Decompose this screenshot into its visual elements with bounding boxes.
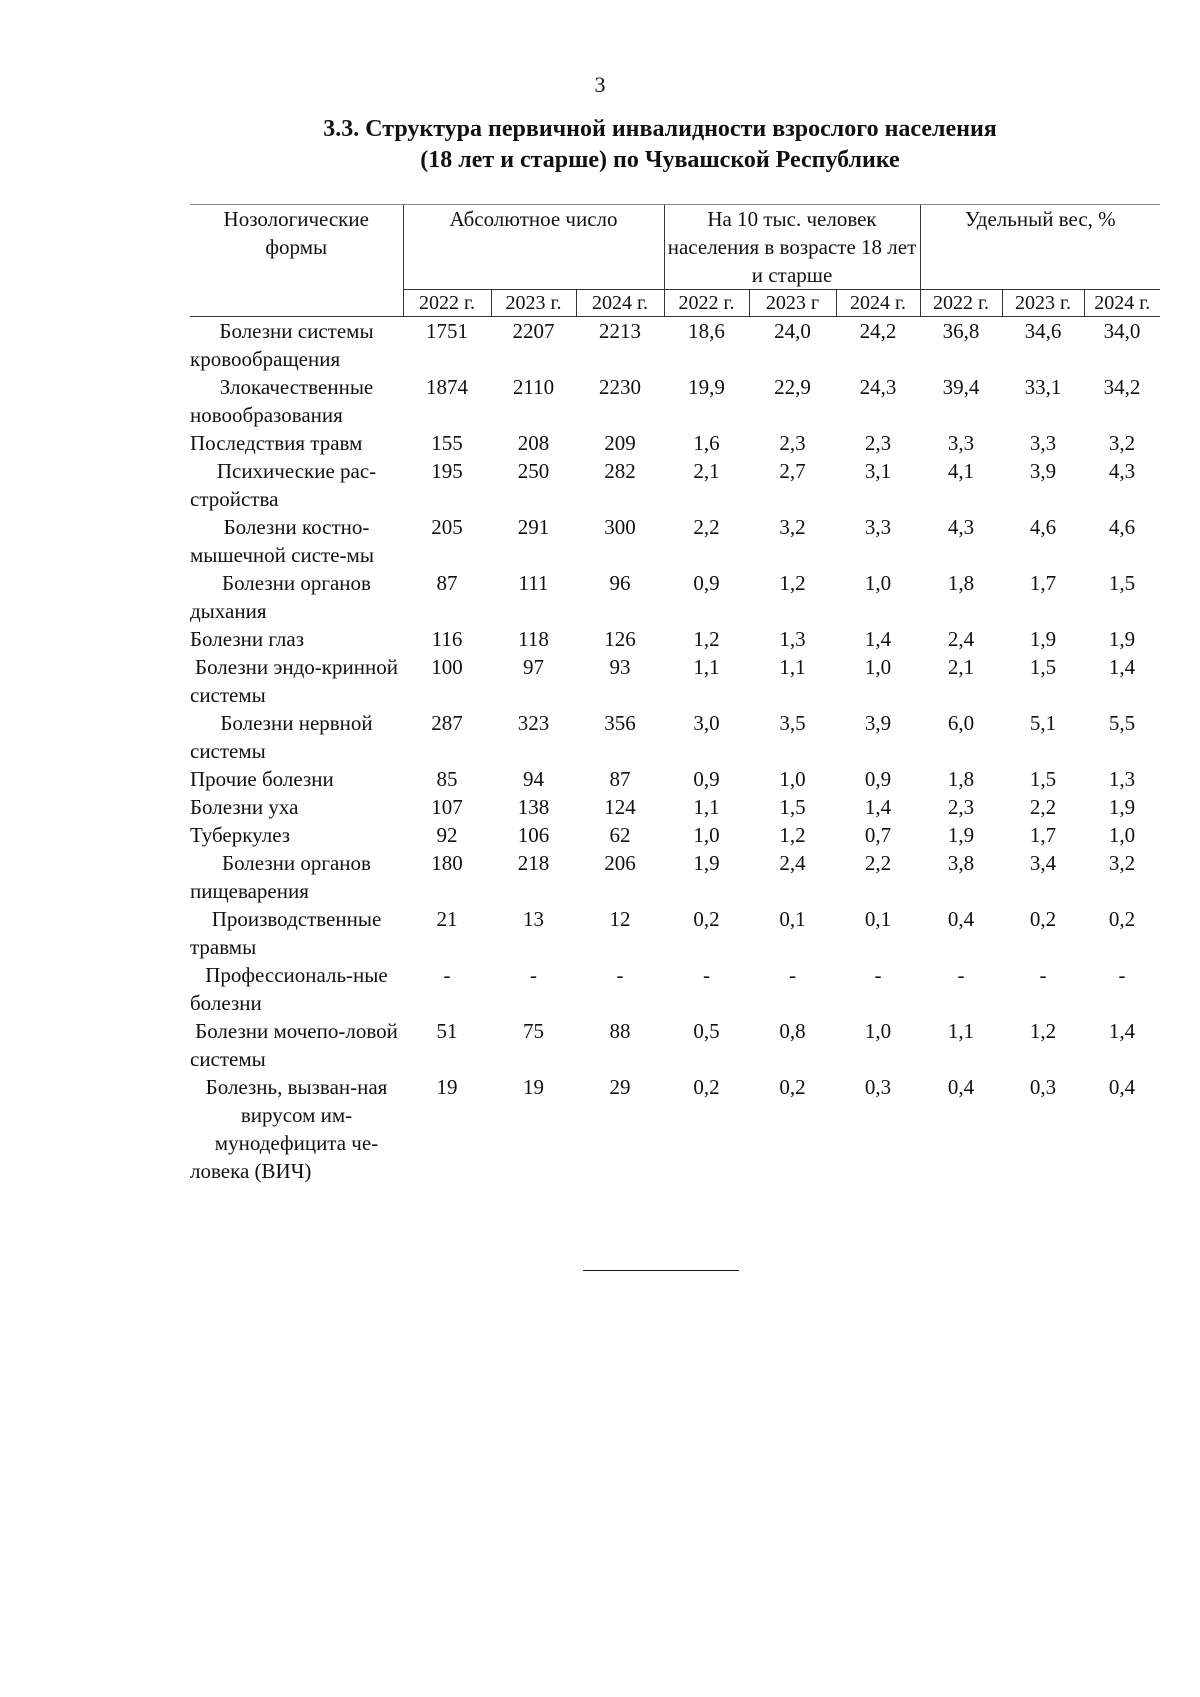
row-label: Болезни органов дыхания — [190, 571, 371, 623]
table-row — [190, 457, 1160, 513]
value-cell: 36,8 — [942, 319, 980, 343]
value-cell: 1,9 — [947, 823, 975, 847]
row-label: Прочие болезни — [190, 767, 334, 791]
value-cell: 1,0 — [693, 823, 720, 847]
value-cell: 1,3 — [779, 627, 806, 651]
value-cell: 1874 — [426, 375, 468, 399]
year-header: 2024 г. — [1084, 290, 1160, 317]
value-cell: 2,7 — [779, 459, 806, 483]
value-cell: 3,5 — [779, 711, 806, 735]
value-cell: 0,3 — [864, 1075, 892, 1099]
value-cell: 2,3 — [864, 431, 892, 455]
value-cell: 3,3 — [1029, 431, 1057, 455]
value-cell: - — [957, 963, 965, 987]
value-cell: 1,1 — [693, 655, 720, 679]
value-cell: 87 — [436, 571, 458, 595]
value-cell: 1,4 — [864, 795, 892, 819]
value-cell: 96 — [609, 571, 631, 595]
value-cell: 0,3 — [1029, 1075, 1057, 1099]
value-cell: 1,0 — [864, 655, 892, 679]
value-cell: - — [530, 963, 537, 987]
value-cell: 22,9 — [774, 375, 811, 399]
value-cell: 126 — [604, 627, 636, 651]
table-title — [190, 114, 1130, 176]
value-cell: 0,2 — [693, 1075, 720, 1099]
value-cell: 218 — [517, 851, 550, 875]
value-cell: 1,5 — [1029, 655, 1057, 679]
value-cell: 1,5 — [1029, 767, 1057, 791]
row-label: Болезни системы кровообращения — [190, 319, 374, 371]
value-cell: 3,3 — [864, 515, 892, 539]
value-cell: 3,2 — [1108, 431, 1136, 455]
value-cell: 3,9 — [1029, 459, 1057, 483]
value-cell: 24,0 — [774, 319, 811, 343]
value-cell: 18,6 — [688, 319, 725, 343]
value-cell: 1,4 — [864, 627, 892, 651]
value-cell: 356 — [604, 711, 636, 735]
value-cell: 85 — [436, 767, 458, 791]
row-label: Болезни нервной системы — [190, 711, 373, 763]
value-cell: - — [616, 963, 624, 987]
row-label: Последствия травм — [190, 431, 363, 455]
row-label: Болезни органов пищеварения — [190, 851, 371, 903]
table-row — [190, 1073, 1160, 1185]
table-row — [190, 513, 1160, 569]
value-cell: 4,6 — [1029, 515, 1057, 539]
year-header: 2022 г. — [403, 290, 491, 317]
value-cell: 4,3 — [947, 515, 975, 539]
value-cell: 1,4 — [1108, 1019, 1136, 1043]
value-cell: 1,1 — [779, 655, 806, 679]
value-cell: 34,0 — [1103, 319, 1141, 343]
row-label: Профессиональ-ные болезни — [190, 963, 388, 1015]
value-cell: 250 — [517, 459, 550, 483]
row-label: Болезни эндо-кринной системы — [190, 655, 398, 707]
value-cell: 1,7 — [1029, 823, 1057, 847]
value-cell: 1,0 — [864, 571, 892, 595]
value-cell: 1,5 — [1108, 571, 1136, 595]
value-cell: 291 — [517, 515, 550, 539]
value-cell: - — [443, 963, 451, 987]
value-cell: 2,3 — [947, 795, 975, 819]
value-cell: 0,5 — [693, 1019, 720, 1043]
row-label: Болезни мочепо-ловой системы — [190, 1019, 398, 1071]
value-cell: 208 — [517, 431, 550, 455]
row-label: Болезни глаз — [190, 627, 305, 651]
value-cell: 2110 — [512, 375, 555, 399]
year-header: 2023 г. — [491, 290, 576, 317]
value-cell: 5,1 — [1029, 711, 1057, 735]
value-cell: 0,2 — [779, 1075, 806, 1099]
value-cell: - — [1118, 963, 1126, 987]
table-row — [190, 429, 1160, 457]
value-cell: 88 — [609, 1019, 631, 1043]
value-cell: 2,2 — [1029, 795, 1057, 819]
value-cell: 282 — [604, 459, 636, 483]
value-cell: 287 — [431, 711, 463, 735]
value-cell: 3,3 — [947, 431, 975, 455]
value-cell: 106 — [517, 823, 550, 847]
table-row — [190, 821, 1160, 849]
value-cell: 206 — [604, 851, 636, 875]
value-cell: 1,2 — [779, 571, 806, 595]
value-cell: 3,9 — [864, 711, 892, 735]
value-cell: 34,2 — [1103, 375, 1141, 399]
value-cell: 1,8 — [947, 767, 975, 791]
value-cell: 0,2 — [693, 907, 720, 931]
value-cell: 2230 — [599, 375, 641, 399]
value-cell: 97 — [523, 655, 544, 679]
value-cell: 1,1 — [947, 1019, 975, 1043]
table-row — [190, 905, 1160, 961]
end-divider — [583, 1270, 739, 1271]
value-cell: 0,2 — [1108, 907, 1136, 931]
value-cell: 24,2 — [859, 319, 897, 343]
value-cell: 0,8 — [779, 1019, 806, 1043]
value-cell: 1,8 — [947, 571, 975, 595]
value-cell: 100 — [431, 655, 463, 679]
table-row — [190, 373, 1160, 429]
value-cell: 29 — [609, 1075, 631, 1099]
value-cell: 87 — [609, 767, 631, 791]
table-row — [190, 653, 1160, 709]
table-row — [190, 765, 1160, 793]
disability-structure-table — [190, 204, 1160, 1185]
value-cell: 1,9 — [1029, 627, 1057, 651]
value-cell: 0,1 — [864, 907, 892, 931]
value-cell: 1,4 — [1108, 655, 1136, 679]
value-cell: 0,4 — [1108, 1075, 1136, 1099]
value-cell: 2,4 — [947, 627, 975, 651]
value-cell: 0,9 — [693, 571, 720, 595]
value-cell: 0,4 — [947, 1075, 975, 1099]
value-cell: 180 — [431, 851, 463, 875]
value-cell: 13 — [523, 907, 544, 931]
value-cell: 2,2 — [693, 515, 720, 539]
page-number: 3 — [594, 72, 606, 97]
header-share-percent: Удельный вес, % — [920, 205, 1160, 290]
value-cell: 3,2 — [1108, 851, 1136, 875]
value-cell: 4,1 — [947, 459, 975, 483]
value-cell: 209 — [604, 431, 636, 455]
value-cell: 111 — [518, 571, 549, 595]
value-cell: - — [703, 963, 710, 987]
year-header: 2022 г. — [920, 290, 1002, 317]
header-per-10k: На 10 тыс. человек населения в возрасте 18 лет и старше — [664, 205, 920, 290]
row-label: Болезни костно-мышечной систе-мы — [190, 515, 374, 567]
value-cell: 195 — [431, 459, 463, 483]
table-row — [190, 709, 1160, 765]
table-row — [190, 317, 1160, 374]
value-cell: 34,6 — [1024, 319, 1062, 343]
value-cell: 107 — [431, 795, 463, 819]
value-cell: 2,1 — [693, 459, 720, 483]
row-label: Болезнь, вызван-ная вирусом им-мунодефицита че-ловека (ВИЧ) — [190, 1075, 388, 1183]
table-row — [190, 961, 1160, 1017]
table-row — [190, 1017, 1160, 1073]
year-header: 2022 г. — [664, 290, 749, 317]
table-title-line2: (18 лет и старше) по Чувашской Республике — [420, 147, 900, 173]
value-cell: 1,9 — [1108, 627, 1136, 651]
value-cell: 4,6 — [1108, 515, 1136, 539]
value-cell: 2,4 — [779, 851, 806, 875]
value-cell: - — [789, 963, 796, 987]
value-cell: 93 — [609, 655, 631, 679]
value-cell: 300 — [604, 515, 636, 539]
value-cell: 2213 — [599, 319, 641, 343]
value-cell: 1,0 — [864, 1019, 892, 1043]
value-cell: 3,4 — [1029, 851, 1057, 875]
value-cell: 1751 — [426, 319, 468, 343]
value-cell: 1,2 — [779, 823, 806, 847]
value-cell: 6,0 — [947, 711, 975, 735]
value-cell: 205 — [431, 515, 463, 539]
header-nozological-forms: Нозологические формы — [190, 205, 403, 317]
value-cell: 3,8 — [947, 851, 975, 875]
value-cell: 0,7 — [864, 823, 892, 847]
value-cell: 75 — [523, 1019, 544, 1043]
value-cell: 0,9 — [864, 767, 892, 791]
value-cell: 1,7 — [1029, 571, 1057, 595]
value-cell: 51 — [436, 1019, 458, 1043]
value-cell: 21 — [436, 907, 458, 931]
table-body — [190, 317, 1160, 1186]
year-header: 2024 г. — [576, 290, 664, 317]
value-cell: 12 — [609, 907, 631, 931]
value-cell: 33,1 — [1024, 375, 1062, 399]
value-cell: 1,0 — [1108, 823, 1136, 847]
value-cell: 1,3 — [1108, 767, 1136, 791]
value-cell: 3,2 — [779, 515, 806, 539]
header-absolute-number: Абсолютное число — [403, 205, 664, 290]
value-cell: 2,3 — [779, 431, 806, 455]
value-cell: 124 — [604, 795, 636, 819]
value-cell: - — [1039, 963, 1047, 987]
table-title-line1: 3.3. Структура первичной инвалидности взрослого населения — [323, 116, 997, 142]
value-cell: 94 — [523, 767, 544, 791]
value-cell: 4,3 — [1108, 459, 1136, 483]
value-cell: 19,9 — [688, 375, 725, 399]
year-header: 2024 г. — [836, 290, 920, 317]
row-label: Психические рас-стройства — [190, 459, 377, 511]
value-cell: 2,1 — [947, 655, 975, 679]
value-cell: 1,2 — [693, 627, 720, 651]
value-cell: 0,1 — [779, 907, 806, 931]
value-cell: 19 — [436, 1075, 458, 1099]
year-header: 2023 г. — [1002, 290, 1084, 317]
value-cell: 92 — [436, 823, 458, 847]
value-cell: 1,1 — [693, 795, 720, 819]
value-cell: 1,9 — [693, 851, 720, 875]
value-cell: 0,4 — [947, 907, 975, 931]
value-cell: 62 — [609, 823, 631, 847]
value-cell: 39,4 — [942, 375, 980, 399]
value-cell: 1,9 — [1108, 795, 1136, 819]
value-cell: 24,3 — [859, 375, 897, 399]
value-cell: 118 — [518, 627, 549, 651]
table-row — [190, 569, 1160, 625]
value-cell: 1,5 — [779, 795, 806, 819]
value-cell: 1,0 — [779, 767, 806, 791]
value-cell: 0,2 — [1029, 907, 1057, 931]
row-label: Злокачественные новообразования — [190, 375, 374, 427]
year-header: 2023 г — [749, 290, 836, 317]
value-cell: 116 — [431, 627, 463, 651]
value-cell: 5,5 — [1108, 711, 1136, 735]
value-cell: 19 — [523, 1075, 544, 1099]
value-cell: 2207 — [512, 319, 555, 343]
value-cell: 1,6 — [693, 431, 720, 455]
row-label: Туберкулез — [190, 823, 291, 847]
value-cell: 1,2 — [1029, 1019, 1057, 1043]
value-cell: - — [874, 963, 882, 987]
value-cell: 323 — [517, 711, 550, 735]
value-cell: 2,2 — [864, 851, 892, 875]
table-row — [190, 625, 1160, 653]
value-cell: 3,1 — [864, 459, 892, 483]
value-cell: 155 — [431, 431, 463, 455]
value-cell: 138 — [517, 795, 550, 819]
row-label: Производственные травмы — [190, 907, 382, 959]
row-label: Болезни уха — [190, 795, 299, 819]
value-cell: 0,9 — [693, 767, 720, 791]
table-row — [190, 793, 1160, 821]
table-row — [190, 849, 1160, 905]
value-cell: 3,0 — [693, 711, 720, 735]
